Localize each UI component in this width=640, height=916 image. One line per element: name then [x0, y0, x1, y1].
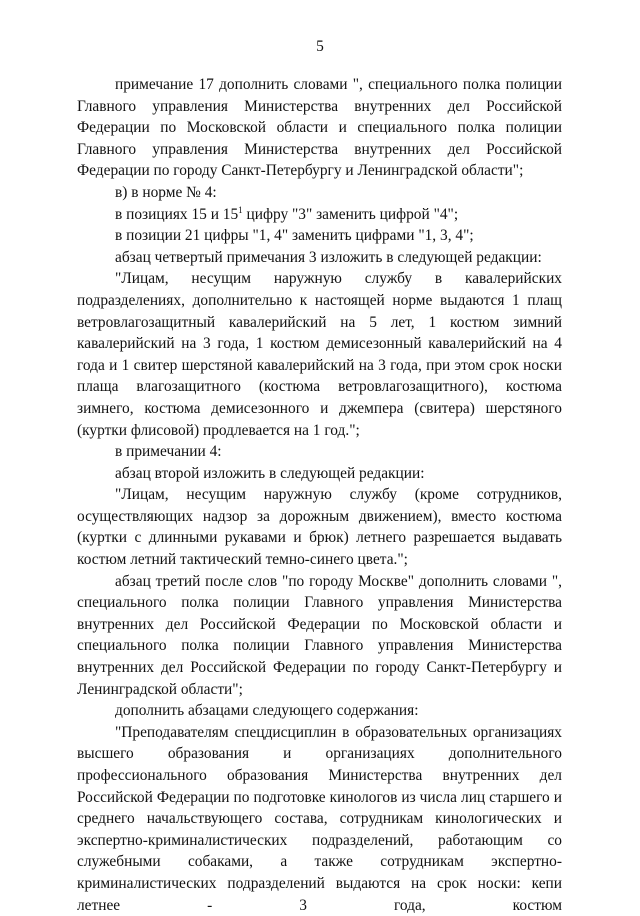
- document-body: [77, 74, 562, 916]
- paragraph-add-abzacs: дополнить абзацами следующего содержания:: [115, 702, 419, 720]
- paragraph-position-21: в позиции 21 цифры "1, 4" заменить цифрами "1, 3, 4";: [115, 227, 474, 245]
- paragraph-note-3-intro: абзац четвертый примечания 3 изложить в следующей редакции:: [115, 248, 542, 266]
- paragraph-norm-4-heading: в) в норме № 4:: [115, 183, 217, 201]
- paragraph-outdoor-service-quote: "Лицам, несущим наружную службу (кроме сотрудников, осуществляющих надзор за дорожным движением), вместо костюма (куртки с длинными рукавами и брюк) летнего разрешается выдавать костюм летний тактический темно-синего цвета.";: [77, 486, 562, 569]
- paragraph-second-abzac: абзац второй изложить в следующей редакции:: [115, 464, 425, 482]
- paragraph-note-17: примечание 17 дополнить словами ", специального полка полиции Главного управления Министерства внутренних дел Российской Федерации по Московской области и специального полка полиции Главного управления Министерства внутренних дел Российской Федерации по городу Санкт-Петербургу и Ленинградской области";: [77, 76, 562, 180]
- paragraph-positions-15: [77, 204, 562, 226]
- paragraph-note-4-heading: в примечании 4:: [115, 443, 222, 461]
- paragraph-text: цифру "3" заменить цифрой "4";: [242, 205, 459, 223]
- paragraph-third-abzac: абзац третий после слов "по городу Москве" дополнить словами ", специального полка полиции Главного управления Министерства внутренних дел Российской Федерации по Московской области и специального полка полиции Главного управления Министерства внутренних дел Российской Федерации по городу Санкт-Петербургу и Ленинградской области";: [77, 572, 562, 698]
- paragraph-instructors-quote: "Преподавателям спецдисциплин в образовательных организациях высшего образования и организациях дополнительного профессионального образования Министерства внутренних дел Российской Федерации по подготовке кинологов из числа лиц старшего и среднего начальствующего состава, сотрудникам кинологических и экспертно-криминалистических подразделений, работающим со служебными собаками, а также сотрудникам экспертно-криминалистических подразделений выдаются на срок носки: кепи летнее - 3 года, костюм: [77, 723, 562, 914]
- page-number: 5: [316, 38, 324, 55]
- superscript: 1: [238, 204, 243, 215]
- paragraph-text: в позициях 15 и 15: [115, 205, 239, 223]
- paragraph-cavalry-quote: "Лицам, несущим наружную службу в кавалерийских подразделениях, дополнительно к настоящей норме выдаются 1 плащ ветровлагозащитный кавалерийский на 5 лет, 1 костюм зимний кавалерийский на 3 года, 1 костюм демисезонный кавалерийский на 4 года и 1 свитер шерстяной кавалерийский на 3 года, при этом срок носки плаща влагозащитного (костюма ветровлагозащитного), костюма зимнего, костюма демисезонного и джемпера (свитера) шерстяного (куртки флисовой) продлевается на 1 год.";: [77, 270, 562, 439]
